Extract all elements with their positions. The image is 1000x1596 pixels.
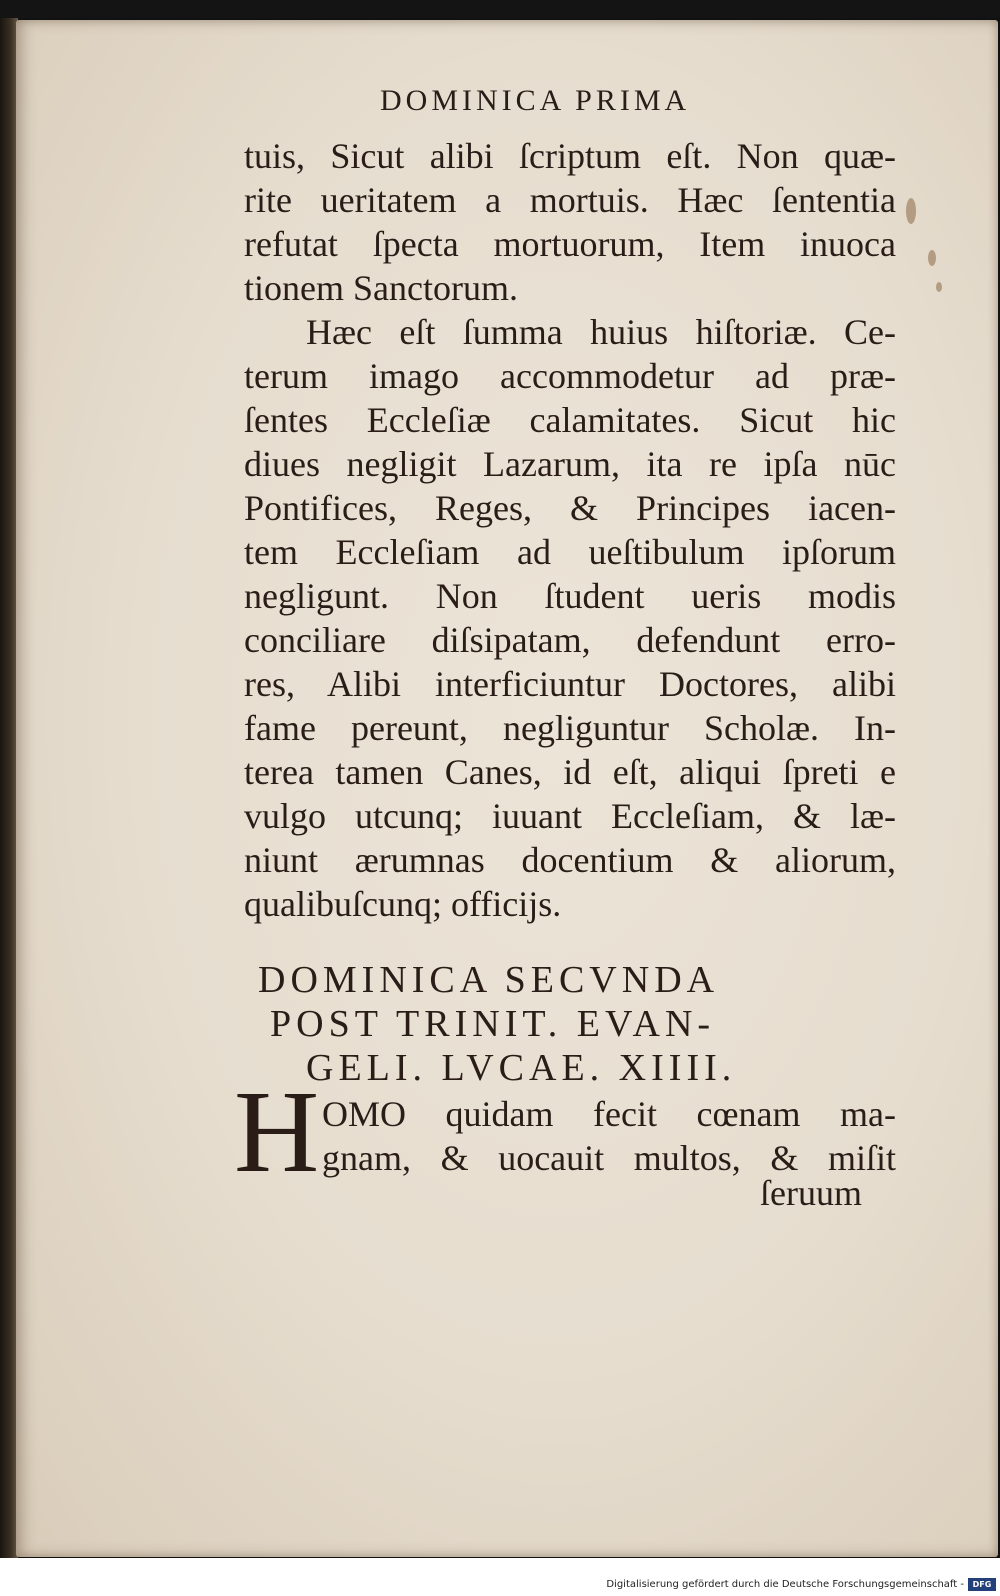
catchword: ſeruum [760, 1173, 862, 1213]
text-line: ſentes Eccleſiæ calamitates. Sicut hic [244, 400, 896, 440]
text-line: qualibuſcunq; officijs. [244, 884, 562, 924]
text-line: terea tamen Canes, id eſt, aliqui ſpreti e [244, 752, 896, 792]
text-line: niunt ærumnas docentium & aliorum, [244, 840, 896, 880]
stain-mark [936, 282, 942, 292]
text-line: Hæc eſt ſumma huius hiſtoriæ. Ce- [306, 312, 896, 352]
text-line: diues negligit Lazarum, ita re ipſa nūc [244, 444, 896, 484]
scan-top-edge [0, 0, 1000, 18]
running-head: DOMINICA PRIMA [380, 84, 691, 117]
text-line: terum imago accommodetur ad præ- [244, 356, 896, 396]
text-line: tuis, Sicut alibi ſcriptum eſt. Non quæ- [244, 136, 896, 176]
text-line: refutat ſpecta mortuorum, Item inuoca [244, 224, 896, 264]
section-heading-line: GELI. LVCAE. XIIII. [306, 1047, 737, 1089]
text-line: fame pereunt, negliguntur Scholæ. In- [244, 708, 896, 748]
text-line: OMO quidam fecit cœnam ma- [322, 1094, 896, 1134]
text-line: rite ueritatem a mortuis. Hæc ſententia [244, 180, 896, 220]
section-heading-line: POST TRINIT. EVAN- [270, 1003, 716, 1045]
text-line: gnam, & uocauit multos, & miſit [322, 1138, 896, 1178]
funding-credit: Digitalisierung gefördert durch die Deutsche Forschungsgemeinschaft - [606, 1579, 964, 1590]
stain-mark [906, 198, 916, 224]
text-line: res, Alibi interficiuntur Doctores, alibi [244, 664, 896, 704]
text-line: conciliare diſsipatam, defendunt erro- [244, 620, 896, 660]
text-line: tionem Sanctorum. [244, 268, 518, 308]
section-heading-line: DOMINICA SECVNDA [258, 959, 720, 1001]
stain-mark [928, 250, 936, 266]
drop-cap-letter: H [234, 1066, 320, 1197]
footer-bar [0, 1558, 1000, 1596]
text-line: negligunt. Non ſtudent ueris modis [244, 576, 896, 616]
text-line: Pontifices, Reges, & Principes iacen- [244, 488, 896, 528]
dfg-logo: DFG [968, 1578, 996, 1591]
text-line: vulgo utcunq; iuuant Eccleſiam, & læ- [244, 796, 896, 836]
text-line: tem Eccleſiam ad ueſtibulum ipſorum [244, 532, 896, 572]
